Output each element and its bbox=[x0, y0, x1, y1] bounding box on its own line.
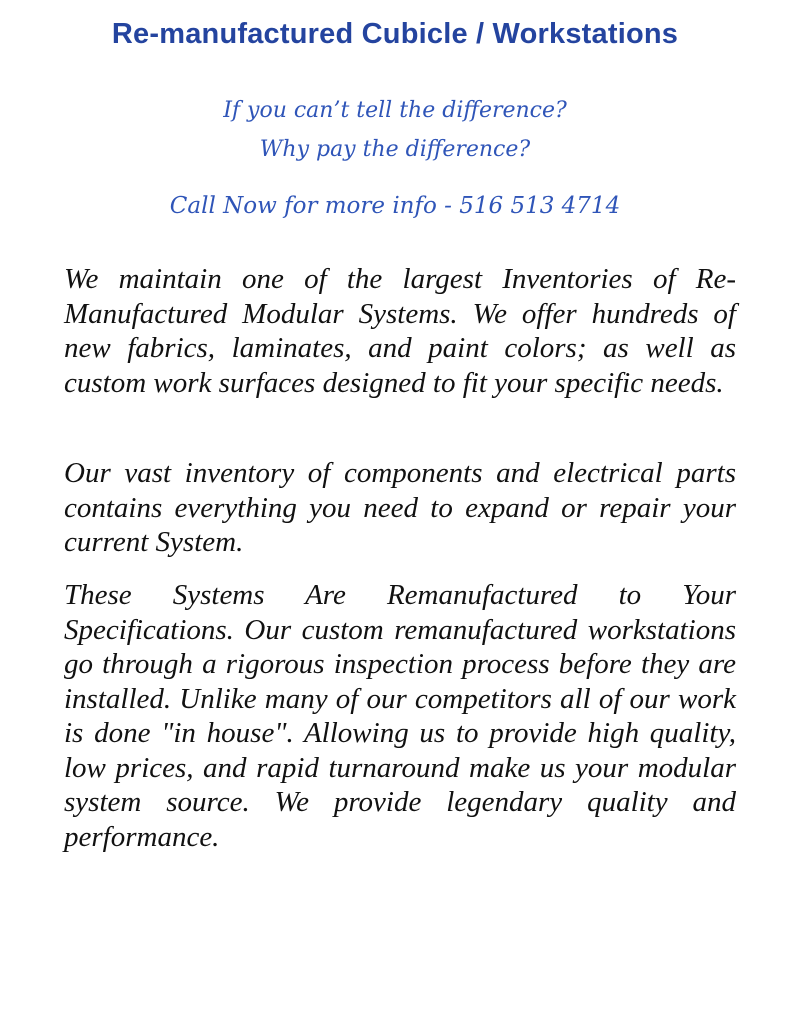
page-title: Re-manufactured Cubicle / Workstations bbox=[111, 18, 679, 50]
tagline-line-2: Why pay the difference? bbox=[259, 137, 531, 162]
paragraph-remanufactured: These Systems Are Remanufactured to Your Specifications. Our custom remanufactured workstations go through a rigorous inspection process before they are installed. Unlike many of our competitors all of our work is done "in house". Allowing us to provide high quality, low prices, and rapid turnaround make us your modular system source. We provide legendary quality and performance. bbox=[64, 579, 736, 853]
call-now-phone-text: Call Now for more info - 516 513 4714 bbox=[169, 193, 621, 219]
paragraph-inventory: We maintain one of the largest Inventories of Re-Manufactured Modular Systems. We offer hundreds of new fabrics, laminates, and paint colors; as well as custom work surfaces designed to fit your specific needs. bbox=[64, 263, 736, 399]
tagline-line-1: If you can’t tell the difference? bbox=[223, 98, 567, 123]
paragraph-components: Our vast inventory of components and electrical parts contains everything you need to expand or repair your current System. bbox=[64, 457, 736, 558]
